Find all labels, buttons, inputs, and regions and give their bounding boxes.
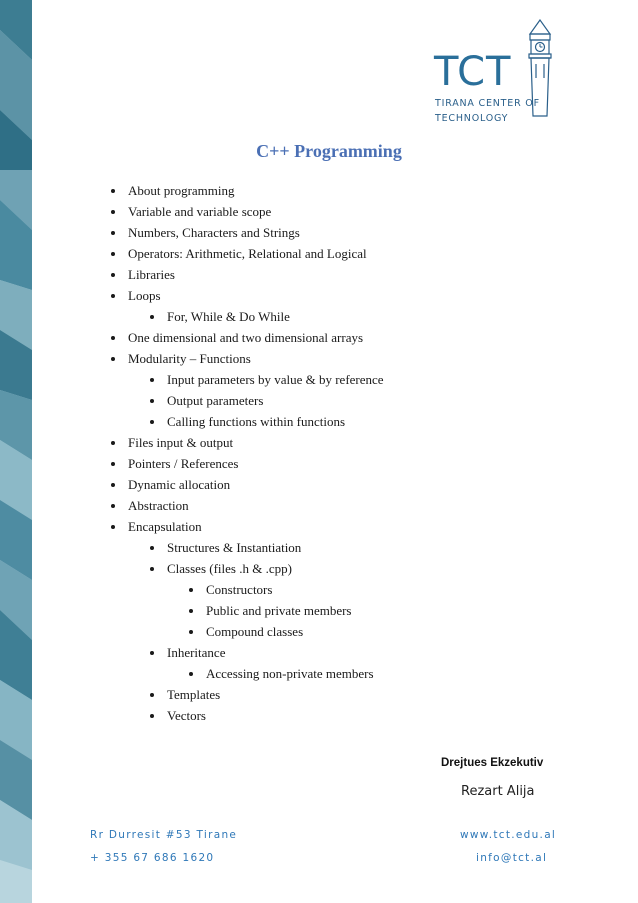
list-item-text: Structures & Instantiation	[167, 540, 302, 555]
bullet-icon	[111, 231, 115, 235]
footer-address: Rr Durresit #53 Tirane	[90, 829, 238, 841]
list-item	[0, 600, 384, 621]
list-item-text: Classes (files .h & .cpp)	[167, 561, 292, 576]
bullet-icon	[189, 588, 193, 592]
clock-tower-icon	[522, 18, 558, 118]
list-item-text: Modularity – Functions	[128, 351, 251, 366]
list-item-text: Output parameters	[167, 393, 264, 408]
bullet-icon	[150, 420, 154, 424]
bullet-icon	[150, 546, 154, 550]
footer-email[interactable]: info@tct.al	[476, 852, 548, 864]
signatory-name: Rezart Alija	[461, 784, 535, 799]
list-item	[0, 348, 384, 369]
list-item	[0, 180, 384, 201]
bullet-icon	[111, 336, 115, 340]
logo-text: TCT	[434, 49, 512, 95]
list-item	[0, 642, 384, 663]
list-item-text: Calling functions within functions	[167, 414, 346, 429]
list-item	[0, 369, 384, 390]
bullet-icon	[189, 672, 193, 676]
bullet-icon	[111, 441, 115, 445]
bullet-icon	[150, 399, 154, 403]
list-item	[0, 201, 384, 222]
bullet-icon	[150, 651, 154, 655]
list-item	[0, 453, 384, 474]
list-item	[0, 474, 384, 495]
list-item	[0, 705, 384, 726]
bullet-icon	[111, 504, 115, 508]
list-item-text: Numbers, Characters and Strings	[128, 225, 300, 240]
tct-logo	[430, 18, 565, 128]
list-item	[0, 306, 384, 327]
bullet-icon	[111, 252, 115, 256]
list-item	[0, 495, 384, 516]
list-item-text: Templates	[167, 687, 221, 702]
list-item	[0, 537, 384, 558]
list-item	[0, 222, 384, 243]
footer-website[interactable]: www.tct.edu.al	[460, 829, 557, 841]
topic-list	[0, 180, 384, 726]
bullet-icon	[150, 567, 154, 571]
list-item-text: Encapsulation	[128, 519, 202, 534]
bullet-icon	[111, 525, 115, 529]
page-title: C++ Programming	[256, 141, 402, 161]
list-item	[0, 264, 384, 285]
list-item-text: Inheritance	[167, 645, 226, 660]
list-item-text: Dynamic allocation	[128, 477, 231, 492]
list-item	[0, 516, 384, 537]
list-item	[0, 411, 384, 432]
bullet-icon	[111, 462, 115, 466]
list-item-text: Libraries	[128, 267, 175, 282]
footer-phone: + 355 67 686 1620	[90, 852, 215, 864]
list-item	[0, 285, 384, 306]
list-item-text: Vectors	[167, 708, 206, 723]
list-item-text: Input parameters by value & by reference	[167, 372, 384, 387]
bullet-icon	[111, 294, 115, 298]
list-item	[0, 390, 384, 411]
list-item-text: Variable and variable scope	[128, 204, 272, 219]
bullet-icon	[111, 210, 115, 214]
bullet-icon	[111, 357, 115, 361]
list-item	[0, 684, 384, 705]
list-item-text: Operators: Arithmetic, Relational and Logical	[128, 246, 367, 261]
list-item-text: Accessing non-private members	[206, 666, 374, 681]
logo-subtitle-line2: TECHNOLOGY	[435, 113, 509, 124]
bullet-icon	[150, 714, 154, 718]
bullet-icon	[150, 693, 154, 697]
list-item-text: Public and private members	[206, 603, 352, 618]
signatory-role: Drejtues Ekzekutiv	[441, 757, 544, 769]
list-item-text: One dimensional and two dimensional arrays	[128, 330, 364, 345]
logo-subtitle-line1: TIRANA CENTER OF	[435, 98, 540, 109]
list-item	[0, 432, 384, 453]
list-item	[0, 579, 384, 600]
list-item-text: About programming	[128, 183, 235, 198]
list-item-text: Constructors	[206, 582, 273, 597]
bullet-icon	[150, 378, 154, 382]
list-item	[0, 663, 384, 684]
bullet-icon	[189, 630, 193, 634]
bullet-icon	[150, 315, 154, 319]
list-item-text: Abstraction	[128, 498, 189, 513]
list-item-text: Compound classes	[206, 624, 304, 639]
bullet-icon	[111, 273, 115, 277]
list-item	[0, 558, 384, 579]
list-item-text: Files input & output	[128, 435, 234, 450]
bullet-icon	[111, 483, 115, 487]
list-item	[0, 327, 384, 348]
list-item-text: Pointers / References	[128, 456, 239, 471]
bullet-icon	[189, 609, 193, 613]
list-item-text: Loops	[128, 288, 161, 303]
list-item	[0, 621, 384, 642]
list-item	[0, 243, 384, 264]
list-item-text: For, While & Do While	[167, 309, 290, 324]
bullet-icon	[111, 189, 115, 193]
